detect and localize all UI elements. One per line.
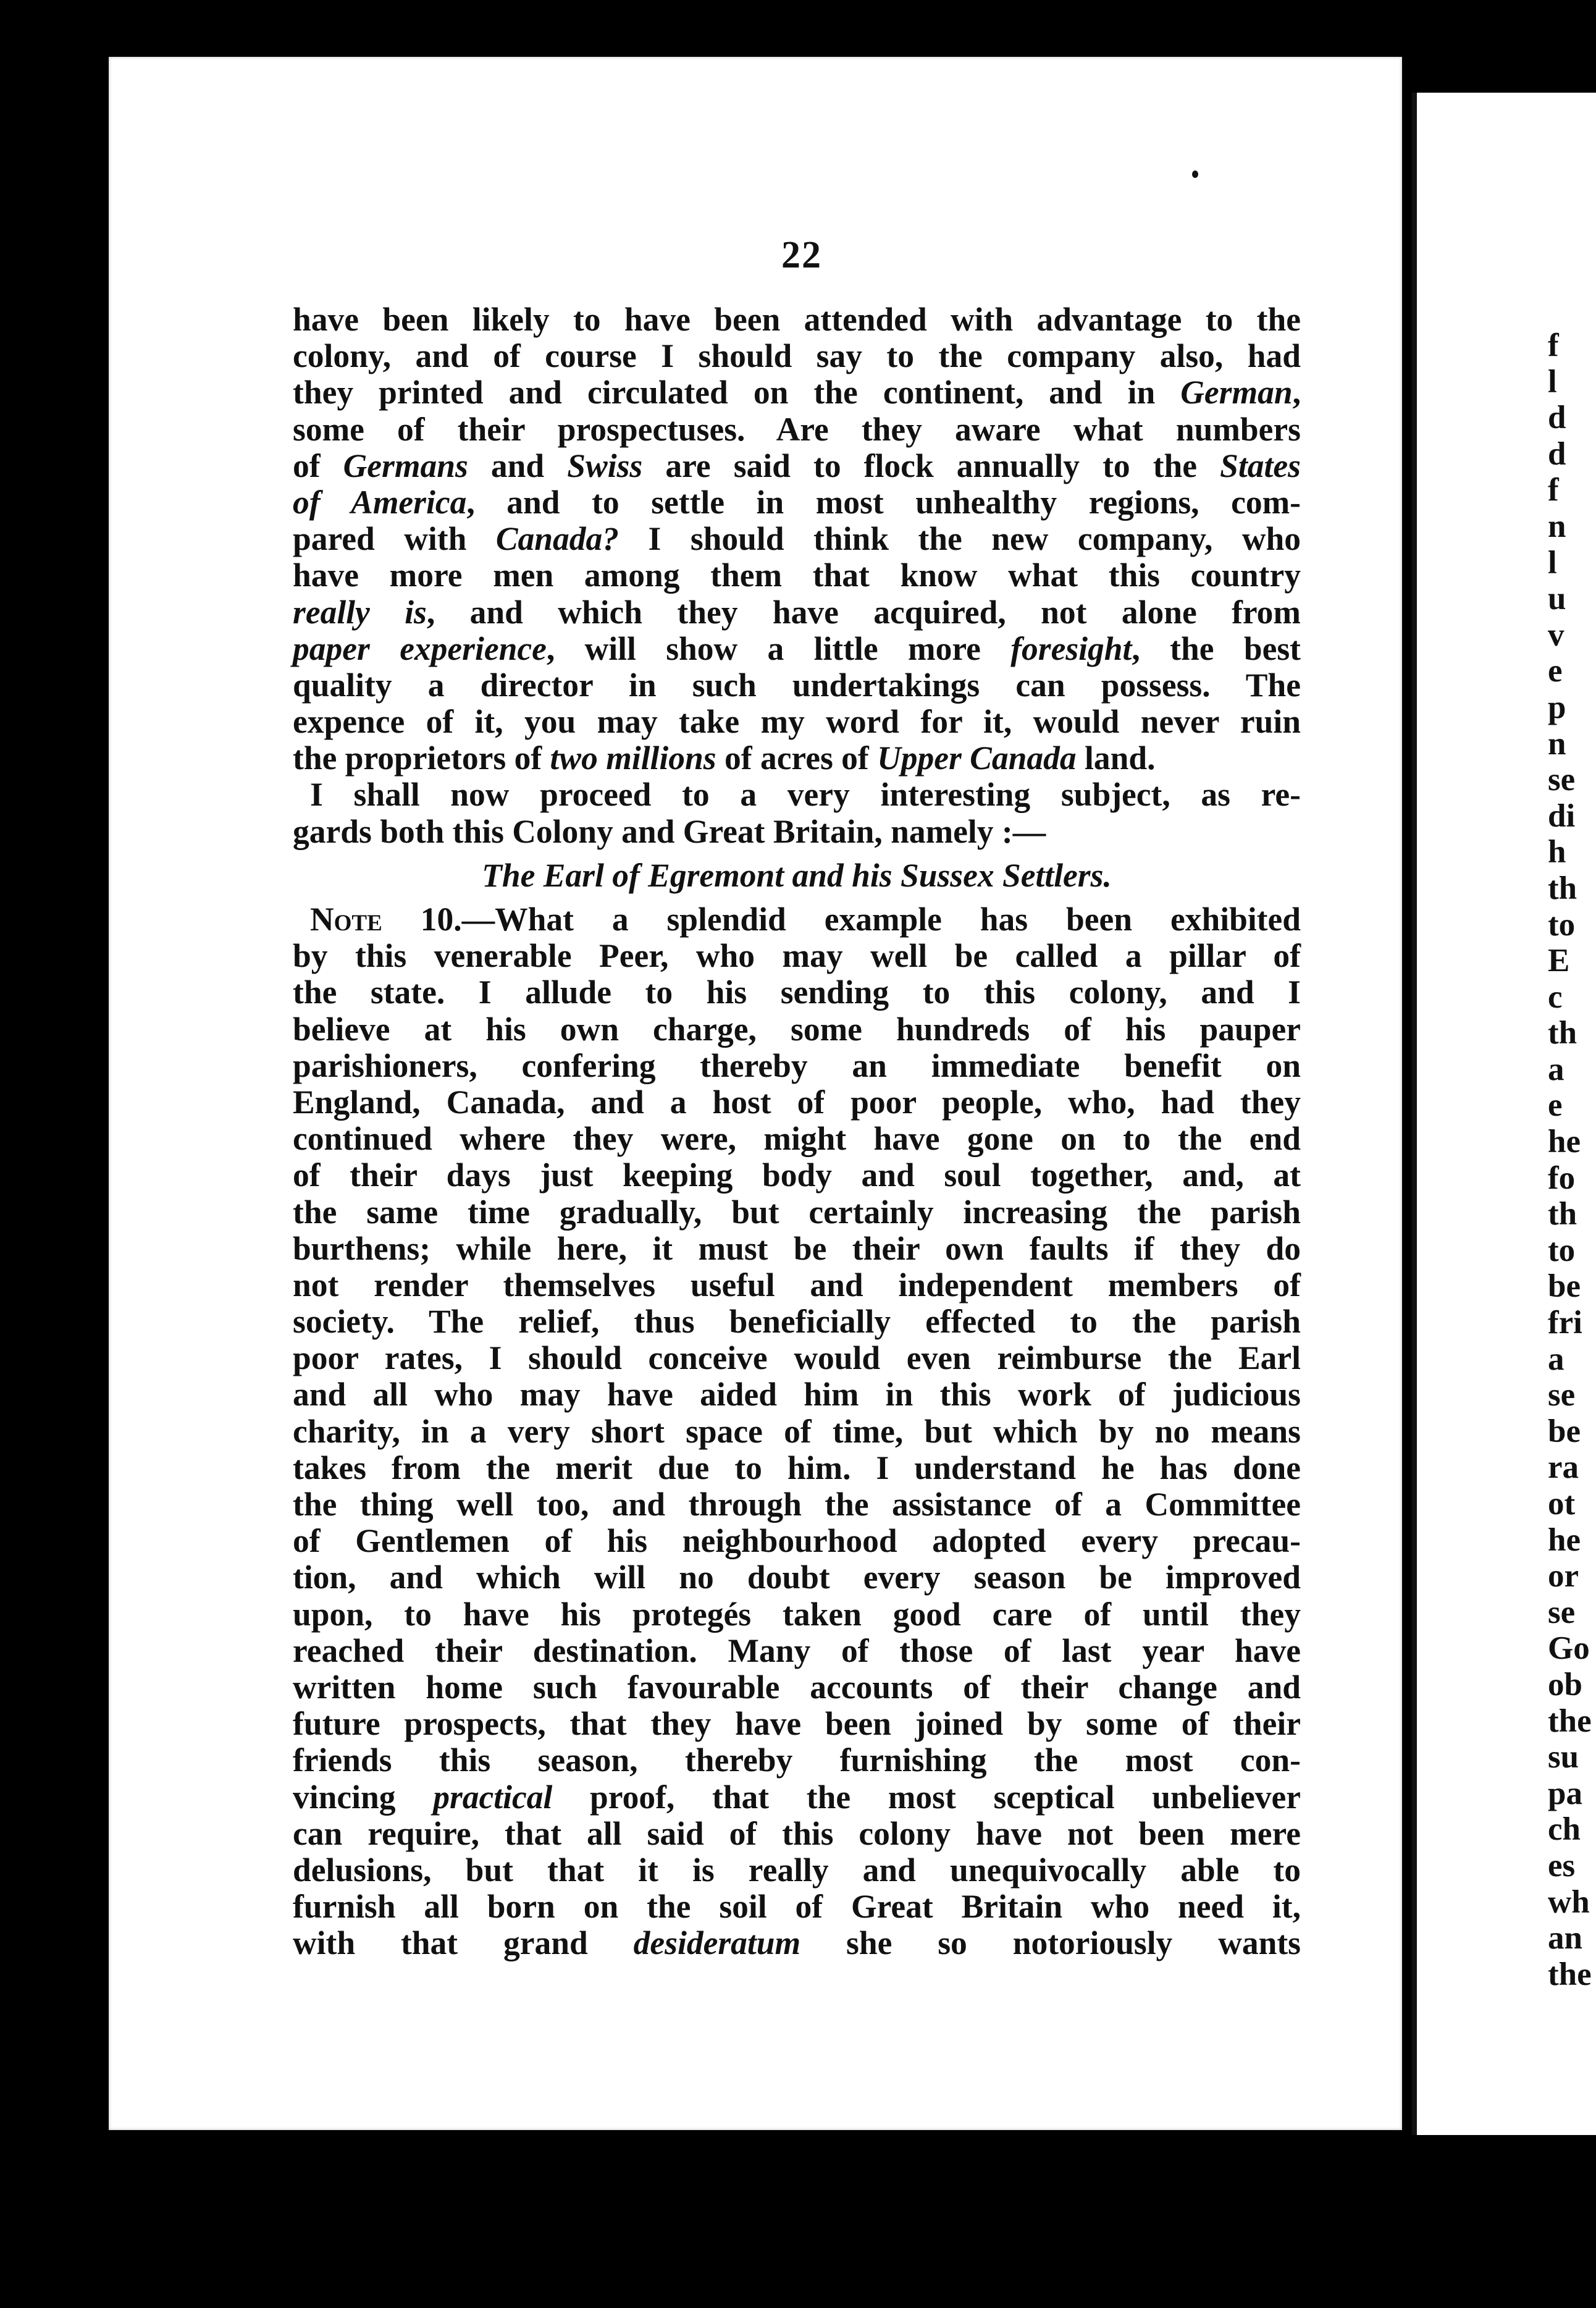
facing-page-fragment: v	[1548, 617, 1564, 653]
facing-page-fragment: e	[1548, 653, 1563, 689]
facing-page-fragment: the	[1548, 1956, 1592, 1992]
text-line: takes from the merit due to him. I understand he has done	[293, 1449, 1301, 1486]
text-line: vincing practical proof, that the most sceptical unbeliever	[293, 1778, 1301, 1816]
text-line: with that grand desideratum she so notoriously wants	[293, 1924, 1301, 1962]
text-line: parishioners, confering thereby an immediate benefit on	[293, 1047, 1301, 1084]
facing-page-fragment: c	[1548, 979, 1563, 1015]
text-line: poor rates, I should conceive would even reimburse the Earl	[293, 1339, 1301, 1377]
ink-speck	[1192, 171, 1198, 178]
text-line: some of their prospectuses. Are they aware what numbers	[293, 410, 1301, 448]
text-line: of their days just keeping body and soul together, and, at	[293, 1156, 1301, 1194]
facing-page-fragment: fo	[1548, 1160, 1576, 1196]
text-line: gards both this Colony and Great Britain, namely :—	[293, 812, 1046, 850]
facing-page-fragment: be	[1548, 1268, 1581, 1305]
text-line: of America, and to settle in most unhealthy regions, com-	[293, 483, 1301, 521]
page-number: 22	[781, 234, 822, 276]
facing-page-fragment: f	[1548, 472, 1559, 508]
text-line: by this venerable Peer, who may well be called a pillar of	[293, 937, 1301, 975]
text-line: the thing well too, and through the assistance of a Committee	[293, 1486, 1301, 1523]
text-line: the proprietors of two millions of acres of Upper Canada land.	[293, 739, 1156, 777]
facing-page-fragment: n	[1548, 725, 1566, 762]
text-line: tion, and which will no doubt every season be improved	[293, 1559, 1301, 1596]
facing-page-fragment: l	[1548, 544, 1557, 581]
facing-page-fragment: th	[1548, 1015, 1577, 1051]
text-line: the same time gradually, but certainly increasing the parish	[293, 1193, 1301, 1231]
text-line: written home such favourable accounts of their change and	[293, 1668, 1301, 1706]
facing-page-fragment: h	[1548, 834, 1566, 870]
text-line: can require, that all said of this colony have not been mere	[293, 1814, 1301, 1852]
text-line: expence of it, you may take my word for it, would never ruin	[293, 703, 1301, 741]
text-line: delusions, but that it is really and unequivocally able to	[293, 1851, 1301, 1889]
note-label: Note 10.	[310, 901, 462, 938]
text-line: upon, to have his protegés taken good care of until they	[293, 1595, 1301, 1633]
text-line: of Gentlemen of his neighbourhood adopted every precau-	[293, 1522, 1301, 1560]
text-line: pared with Canada? I should think the new company, who	[293, 520, 1301, 558]
facing-page-fragment: d	[1548, 400, 1566, 436]
facing-page-fragment: a	[1548, 1051, 1564, 1087]
text-line: believe at his own charge, some hundreds of his pauper	[293, 1010, 1301, 1048]
facing-page-fragment: he	[1548, 1522, 1581, 1558]
facing-page-fragment: se	[1548, 762, 1576, 798]
text-line: I shall now proceed to a very interesting subject, as re-	[310, 776, 1301, 814]
facing-page-fragment: ot	[1548, 1486, 1576, 1522]
facing-page-fragment: the	[1548, 1703, 1592, 1739]
section-heading: The Earl of Egremont and his Sussex Settlers.	[482, 856, 1112, 894]
text-line: they printed and circulated on the continent, and in German,	[293, 374, 1301, 411]
facing-page-fragment: f	[1548, 327, 1559, 363]
text-line: society. The relief, thus beneficially effected to the parish	[293, 1303, 1301, 1341]
facing-page-fragment: l	[1548, 363, 1557, 400]
facing-page-fragment: a	[1548, 1341, 1564, 1377]
note-first-line	[293, 901, 1301, 938]
text-line: colony, and of course I should say to the company also, had	[293, 337, 1301, 375]
facing-page-fragment: n	[1548, 508, 1566, 544]
facing-page-fragment: Go	[1548, 1630, 1590, 1667]
facing-page-fragment: th	[1548, 870, 1577, 906]
facing-page-fragment: e	[1548, 1087, 1563, 1124]
facing-page-fragment: p	[1548, 689, 1566, 725]
facing-page-fragment: ch	[1548, 1811, 1581, 1848]
text-line: burthens; while here, it must be their own faults if they do	[293, 1229, 1301, 1267]
facing-page-fragment: u	[1548, 581, 1566, 617]
text-line: of Germans and Swiss are said to flock annually to the States	[293, 447, 1301, 484]
text-line: have more men among them that know what this country	[293, 557, 1301, 594]
page-text	[293, 301, 1301, 1961]
facing-page-fragment: d	[1548, 436, 1566, 472]
text-line: paper experience, will show a little more foresight, the best	[293, 630, 1301, 667]
text-line: England, Canada, and a host of poor people, who, had they	[293, 1083, 1301, 1121]
text-line: quality a director in such undertakings can possess. The	[293, 666, 1301, 704]
text-line: have been likely to have been attended with advantage to the	[293, 301, 1301, 338]
text-line: charity, in a very short space of time, but which by no means	[293, 1412, 1301, 1450]
facing-page-fragment: or	[1548, 1558, 1579, 1594]
facing-page-fragment: es	[1548, 1847, 1576, 1884]
text-line: the state. I allude to his sending to this colony, and I	[293, 974, 1301, 1011]
text-line: really is, and which they have acquired, not alone from	[293, 593, 1301, 631]
facing-page-fragment: se	[1548, 1377, 1576, 1413]
facing-page-fragment: wh	[1548, 1884, 1590, 1920]
facing-page-fragment: an	[1548, 1920, 1582, 1956]
facing-page-text	[1548, 327, 1596, 1992]
facing-page-fragment: E	[1548, 943, 1570, 979]
facing-page-fragment: fri	[1548, 1305, 1582, 1341]
text-line: and all who may have aided him in this work of judicious	[293, 1376, 1301, 1413]
text-line: future prospects, that they have been joined by some of their	[293, 1705, 1301, 1743]
note-line-text: —What a splendid example has been exhibited	[461, 901, 1301, 938]
facing-page-fragment: ra	[1548, 1449, 1579, 1486]
facing-page-fragment: to	[1548, 906, 1576, 943]
facing-page-fragment: he	[1548, 1124, 1581, 1160]
facing-page-fragment: to	[1548, 1232, 1576, 1268]
facing-page-fragment: se	[1548, 1594, 1576, 1630]
facing-page-fragment: ob	[1548, 1666, 1582, 1703]
facing-page-fragment: su	[1548, 1739, 1579, 1775]
facing-page-fragment: be	[1548, 1413, 1581, 1449]
text-line: not render themselves useful and independent members of	[293, 1266, 1301, 1304]
text-line: continued where they were, might have gone on to the end	[293, 1120, 1301, 1158]
text-line: friends this season, thereby furnishing the most con-	[293, 1742, 1301, 1779]
text-line: furnish all born on the soil of Great Britain who need it,	[293, 1888, 1301, 1926]
facing-page-fragment: pa	[1548, 1775, 1582, 1811]
facing-page-fragment: th	[1548, 1196, 1577, 1232]
text-line: reached their destination. Many of those of last year have	[293, 1632, 1301, 1669]
facing-page-fragment: di	[1548, 798, 1576, 834]
